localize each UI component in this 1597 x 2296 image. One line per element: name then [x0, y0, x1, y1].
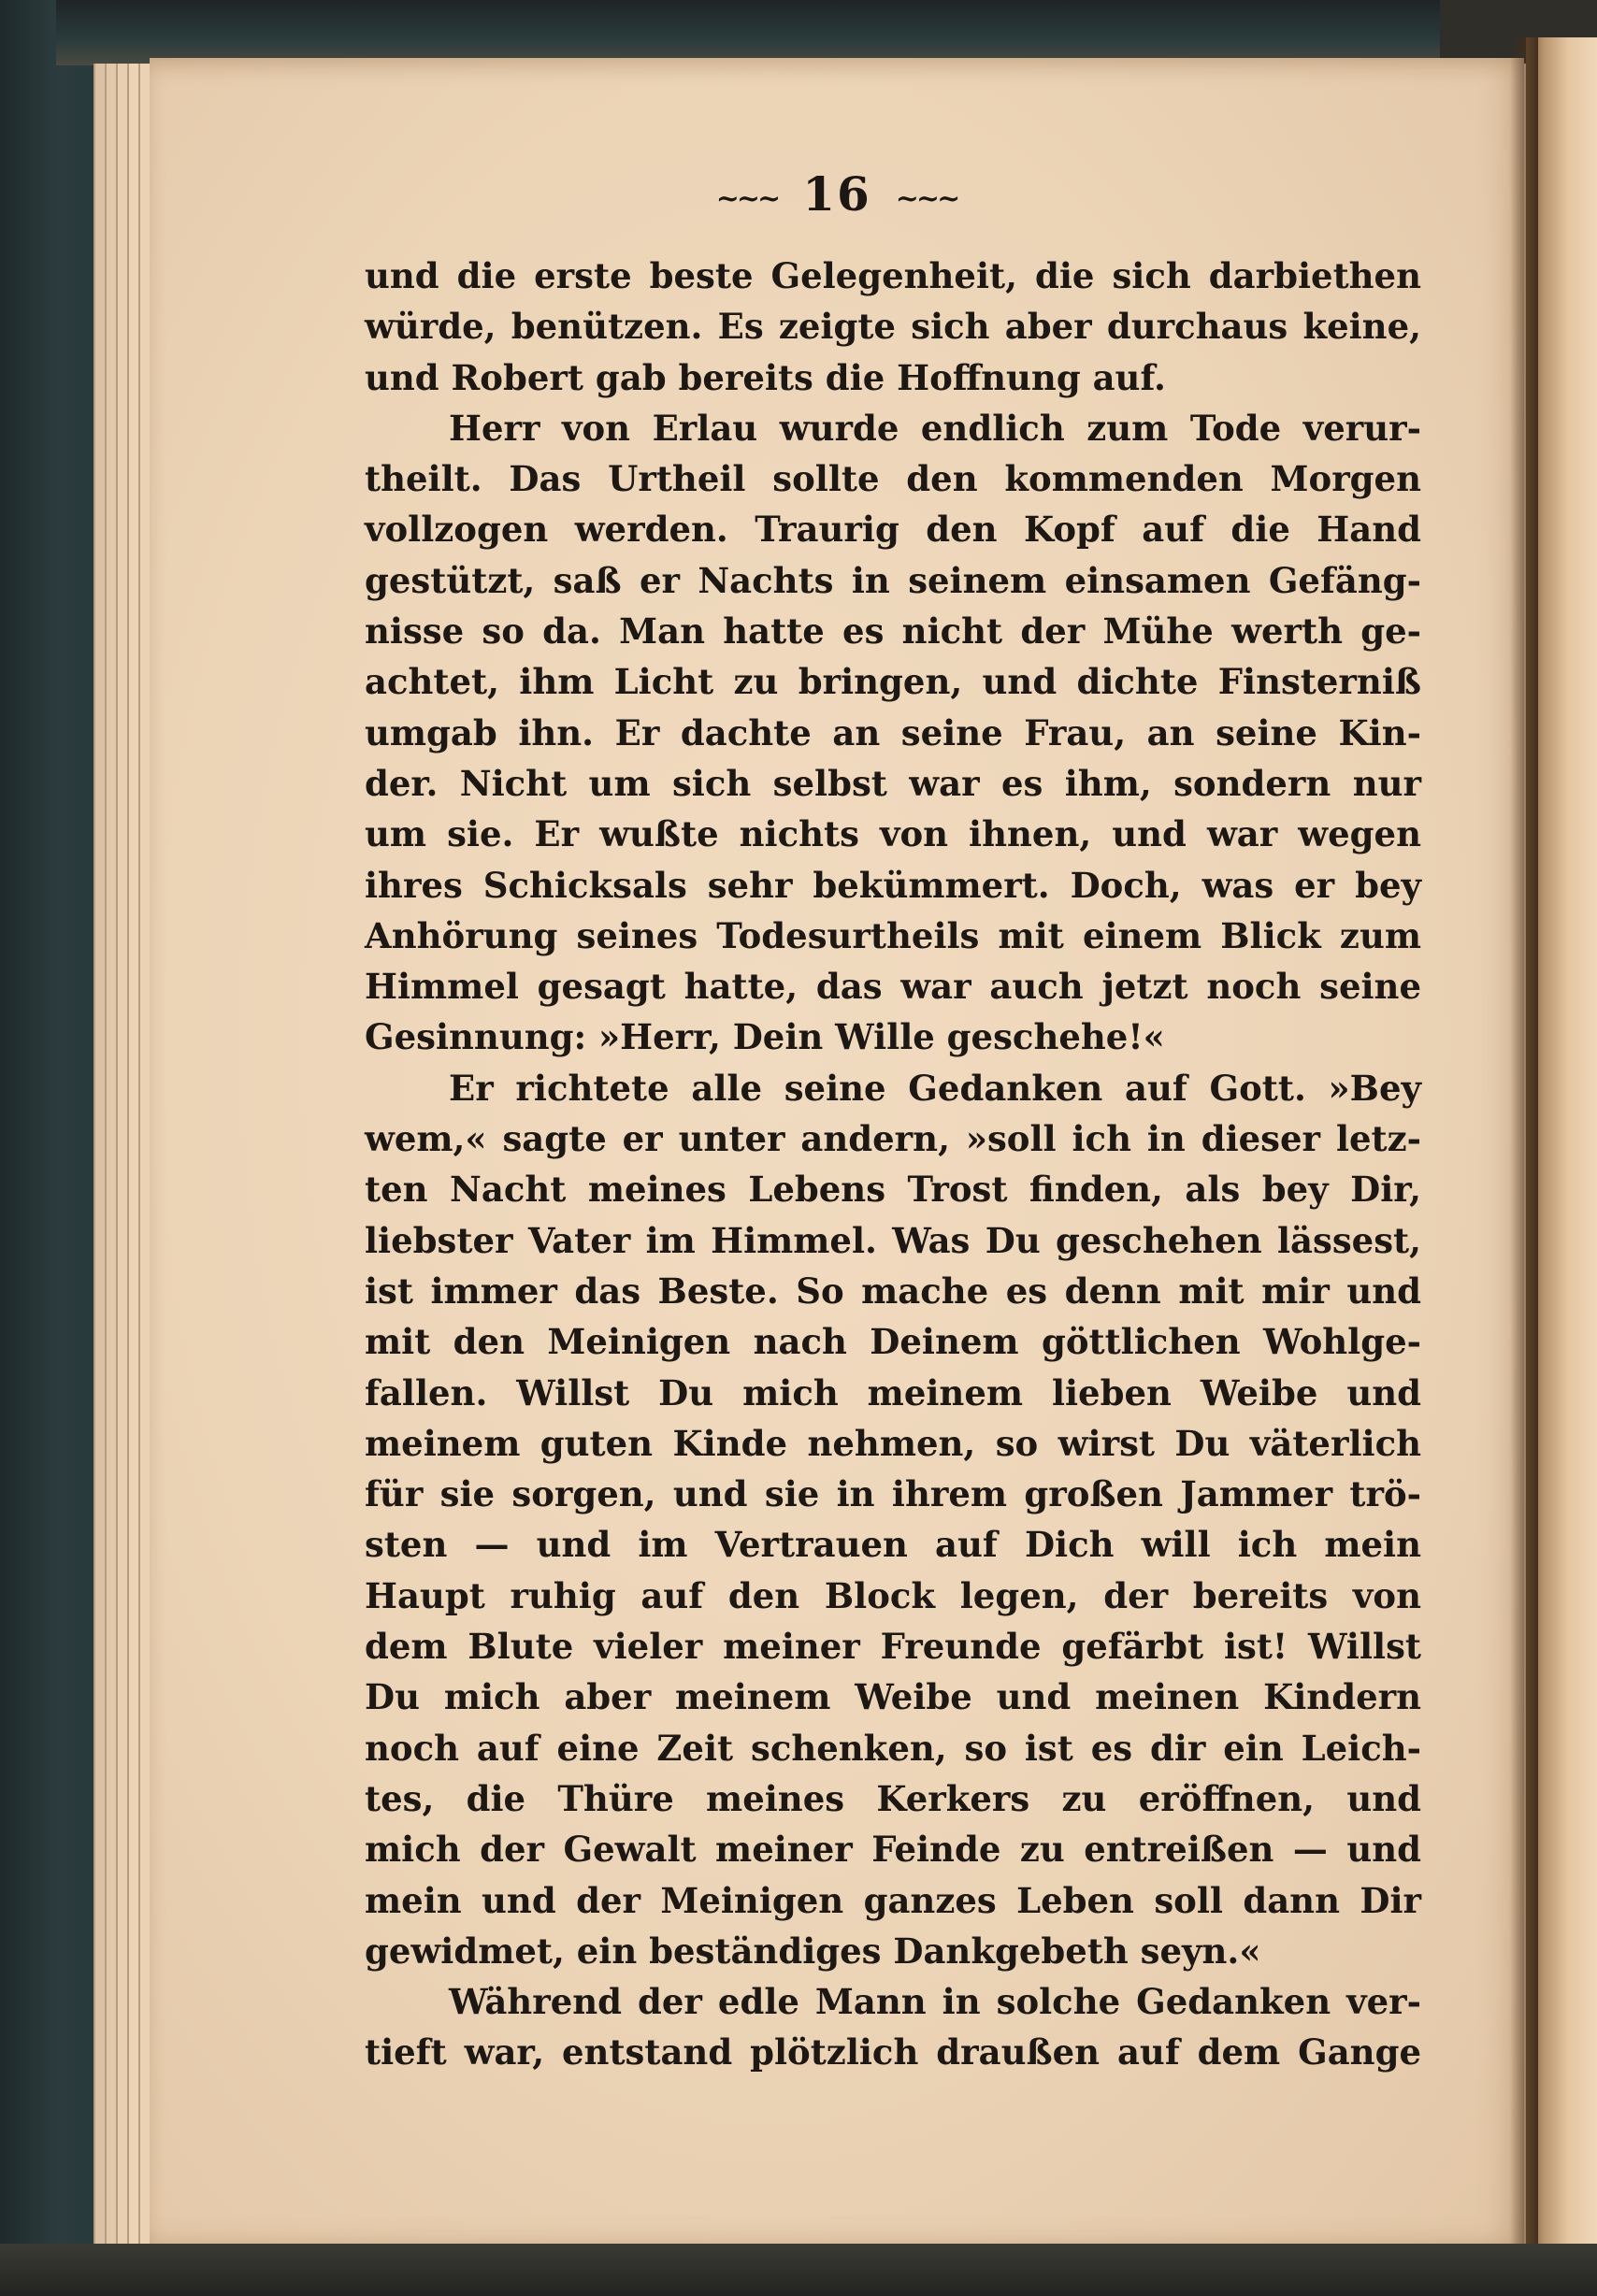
page-header — [150, 166, 1524, 222]
body-text — [365, 251, 1421, 2078]
text-line: fallen. Willst Du mich meinem lieben Weibe und — [365, 1371, 1421, 1413]
text-line: liebster Vater im Himmel. Was Du geschehen lässest, — [365, 1219, 1421, 1261]
text-line: würde, benützen. Es zeigte sich aber durchaus keine, — [365, 306, 1421, 348]
text-line: umgab ihn. Er dachte an seine Frau, an seine Kin- — [365, 711, 1421, 753]
text-line: Du mich aber meinem Weibe und meinen Kindern — [365, 1676, 1421, 1718]
text-line: meinem guten Kinde nehmen, so wirst Du väterlich — [365, 1422, 1421, 1464]
text-line: vollzogen werden. Traurig den Kopf auf die Hand — [365, 509, 1421, 551]
header-ornament-left: ~~~ — [715, 181, 779, 215]
text-line: nisse so da. Man hatte es nicht der Mühe werth ge- — [365, 610, 1421, 653]
text-line: Anhörung seines Todesurtheils mit einem Blick zum — [365, 914, 1421, 956]
text-line: wem,« sagte er unter andern, »soll ich in dieser letz- — [365, 1118, 1421, 1160]
text-line: sten — und im Vertrauen auf Dich will ich mein — [365, 1524, 1421, 1566]
text-line: Gesinnung: »Herr, Dein Wille geschehe!« — [365, 1016, 1165, 1058]
text-line: und die erste beste Gelegenheit, die sich darbiethen — [365, 255, 1421, 296]
text-line: noch auf eine Zeit schenken, so ist es dir ein Leich- — [365, 1727, 1421, 1769]
text-line: gestützt, saß er Nachts in seinem einsamen Gefäng- — [365, 559, 1421, 601]
text-line: und Robert gab bereits die Hoffnung auf. — [365, 356, 1166, 398]
book-cover-top — [56, 0, 1440, 65]
header-ornament-right: ~~~ — [895, 181, 958, 215]
text-line: ihres Schicksals sehr bekümmert. Doch, was er bey — [365, 864, 1421, 906]
bottom-shadow — [0, 2244, 1597, 2296]
text-line: tieft war, entstand plötzlich draußen auf dem Gange — [365, 2031, 1421, 2074]
text-line: Er richtete alle seine Gedanken auf Gott. »Bey — [449, 1067, 1421, 1109]
text-line: der. Nicht um sich selbst war es ihm, sondern nur — [365, 762, 1421, 804]
text-line: Haupt ruhig auf den Block legen, der bereits von — [365, 1574, 1421, 1616]
text-line: für sie sorgen, und sie in ihrem großen Jammer trö- — [365, 1473, 1421, 1515]
text-line: theilt. Das Urtheil sollte den kommenden Morgen — [365, 458, 1421, 500]
text-line: Himmel gesagt hatte, das war auch jetzt noch seine — [365, 966, 1421, 1008]
text-line: um sie. Er wußte nichts von ihnen, und war wegen — [365, 813, 1421, 855]
text-line: gewidmet, ein beständiges Dankgebeth seyn.« — [365, 1930, 1261, 1972]
text-line: mich der Gewalt meiner Feinde zu entreißen — und — [365, 1829, 1421, 1871]
text-line: tes, die Thüre meines Kerkers zu eröffnen, und — [365, 1777, 1421, 1819]
text-line: dem Blute vieler meiner Freunde gefärbt ist! Willst — [365, 1626, 1421, 1668]
text-line: mein und der Meinigen ganzes Leben soll dann Dir — [365, 1879, 1421, 1921]
book-gutter — [1510, 37, 1538, 2262]
text-line: achtet, ihm Licht zu bringen, und dichte Finsterniß — [365, 661, 1421, 703]
page-number: 16 — [802, 166, 871, 222]
text-line: ist immer das Beste. So mache es denn mit mir und — [365, 1270, 1421, 1312]
text-line: Während der edle Mann in solche Gedanken ver- — [449, 1981, 1421, 2023]
text-line: ten Nacht meines Lebens Trost finden, als bey Dir, — [365, 1169, 1421, 1211]
text-line: Herr von Erlau wurde endlich zum Tode verur- — [449, 407, 1421, 449]
text-line: mit den Meinigen nach Deinem göttlichen Wohlge- — [365, 1321, 1421, 1363]
